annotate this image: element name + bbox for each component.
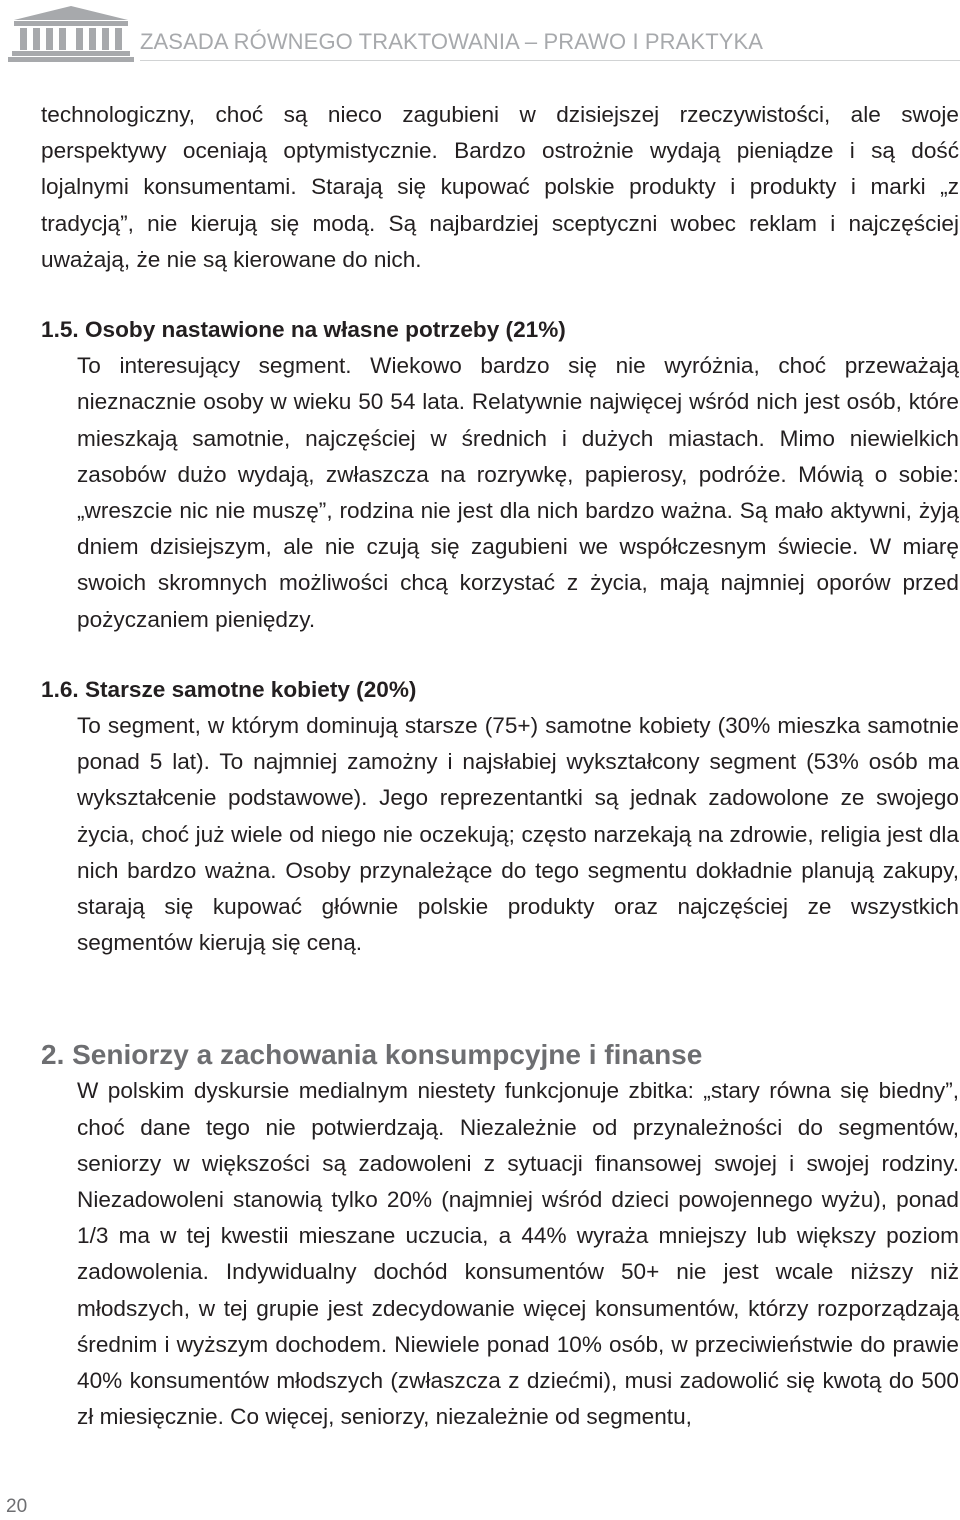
institution-building-icon (8, 4, 134, 62)
section-heading-1-5: 1.5. Osoby nastawione na własne potrzeby (21%) (41, 317, 566, 343)
running-title: ZASADA RÓWNEGO TRAKTOWANIA – PRAWO I PRAKTYKA (140, 29, 764, 54)
header-divider (140, 60, 960, 61)
section-heading-1-6: 1.6. Starsze samotne kobiety (20%) (41, 676, 417, 702)
page-number: 20 (6, 1496, 28, 1517)
page-body (41, 97, 959, 1436)
intro-paragraph: technologiczny, choć są nieco zagubieni w dzisiejszej rzeczywistości, ale swoje perspektywy oceniają optymistycznie. Bardzo ostrożnie wydają pieniądze i są dość lojalnymi konsumentami. Starają się kupować polskie produkty i produkty i marki „z tradycją”, nie kierują się modą. Są najbardziej sceptyczni wobec reklam i najczęściej uważają, że nie są kierowane do nich. (41, 102, 959, 272)
chapter-heading-2: 2. Seniorzy a zachowania konsumpcyjne i finanse (41, 1039, 703, 1071)
section-text-1-5: To interesujący segment. Wiekowo bardzo się nie wyróżnia, choć przeważają nieznacznie osoby w wieku 50 54 lata. Relatywnie najwięcej wśród nich jest osób, które mieszkają samotnie, najczęściej w średnich i dużych miastach. Mimo niewielkich zasobów dużo wydają, zwłaszcza na rozrywkę, papierosy, podróże. Mówią o sobie: „wreszcie nic nie muszę”, rodzina nie jest dla nich bardzo ważna. Są mało aktywni, żyją dniem dzisiejszym, ale nie czują się zagubieni we współczesnym świecie. W miarę swoich skromnych możliwości chcą korzystać z życia, mają najmniej oporów przed pożyczaniem pieniędzy. (77, 353, 959, 632)
page-header (0, 0, 960, 70)
section-text-2: W polskim dyskursie medialnym niestety funkcjonuje zbitka: „stary równa się biedny”, choć dane tego nie potwierdzają. Niezależnie od przynależności do segmentów, seniorzy w większości są zadowoleni z sytuacji finansowej swojej i swojej rodziny. Niezadowoleni stanowią tylko 20% (najmniej wśród dzieci powojennego wyżu), ponad 1/3 ma w tej kwestii mieszane uczucia, a 44% wyraża mniejszy lub większy poziom zadowolenia. Indywidualny dochód konsumentów 50+ nie jest wcale niższy niż młodszych, w tej grupie jest zdecydowanie więcej konsumentów, którzy rozporządzają średnim i wyższym dochodem. Niewiele ponad 10% osób, w przeciwieństwie do prawie 40% konsumentów młodszych (zwłaszcza z dziećmi), musi zadowolić się kwotą do 500 zł miesięcznie. Co więcej, seniorzy, niezależnie od segmentu, (77, 1078, 959, 1430)
section-text-1-6: To segment, w którym dominują starsze (75+) samotne kobiety (30% mieszka samotnie ponad 5 lat). To najmniej zamożny i najsłabiej wykształcony segment (53% osób ma wykształcenie podstawowe). Jego reprezentantki są jednak zadowolone ze swojego życia, choć już wiele od niego nie oczekują; często narzekają na zdrowie, religia jest dla nich bardzo ważna. Osoby przynależące do tego segmentu dokładnie planują zakupy, starają się kupować głównie polskie produkty oraz najczęściej ze wszystkich segmentów kierują się ceną. (77, 713, 959, 956)
